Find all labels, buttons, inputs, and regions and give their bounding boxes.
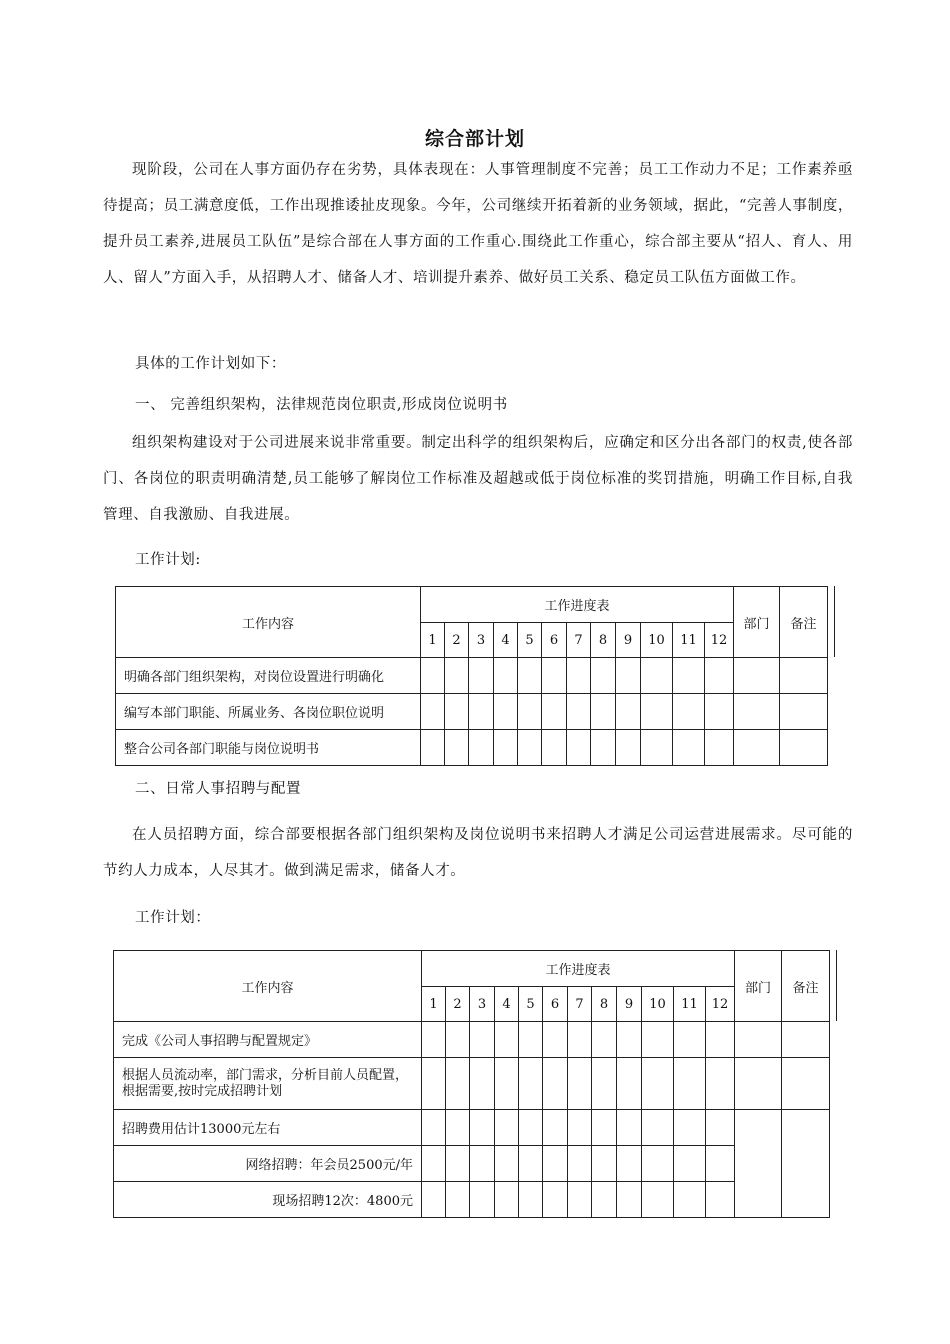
month-cell: 9 (616, 623, 641, 658)
month-cell: 6 (543, 987, 568, 1022)
row-content: 整合公司各部门职能与岗位说明书 (116, 730, 421, 766)
month-cell: 10 (642, 987, 674, 1022)
month-cell: 3 (469, 623, 494, 658)
month-cell: 5 (519, 987, 543, 1022)
table1-outer-edge (834, 586, 835, 657)
row-content: 网络招聘：年会员2500元/年 (114, 1146, 422, 1182)
table-row (114, 1146, 830, 1182)
month-cell: 9 (617, 987, 642, 1022)
work-plan-table-2 (113, 950, 830, 1218)
section1-body: 组织架构建设对于公司进展来说非常重要。制定出科学的组织架构后，应确定和区分出各部门的权责,使各部门、各岗位的职责明确清楚,员工能够了解岗位工作标准及超越或低于岗位标准的奖罚措施，明确工作目标,自我管理、自我激励、自我进展。 (103, 435, 853, 523)
header-note: 备注 (780, 587, 828, 658)
table-row (114, 1058, 830, 1110)
section1-heading: 一、 完善组织架构，法律规范岗位职责,形成岗位说明书 (135, 397, 508, 413)
header-work-content: 工作内容 (116, 587, 421, 658)
header-note: 备注 (782, 951, 830, 1022)
dept-merged-cell (735, 1110, 782, 1218)
row-content: 根据人员流动率，部门需求，分析目前人员配置，根据需要,按时完成招聘计划 (114, 1058, 422, 1110)
month-cell: 8 (591, 623, 616, 658)
row-content: 招聘费用估计13000元左右 (114, 1110, 422, 1146)
section1-paragraph (103, 425, 853, 533)
header-department: 部门 (735, 951, 782, 1022)
header-progress: 工作进度表 (422, 951, 735, 987)
month-cell: 7 (567, 623, 591, 658)
table-row (116, 730, 828, 766)
table-row (116, 658, 828, 694)
month-cell: 10 (641, 623, 673, 658)
table2-outer-edge (836, 950, 837, 1021)
table-row (116, 694, 828, 730)
intro-text: 现阶段，公司在人事方面仍存在劣势，具体表现在：人事管理制度不完善；员工工作动力不足；工作素养亟待提高；员工满意度低，工作出现推诿扯皮现象。今年，公司继续开拓着新的业务领域，据此，“完善人事制度，提升员工素养,进展员工队伍”是综合部在人事方面的工作重心.围绕此工作重心，综合部主要从“招人、育人、用人、留人”方面入手，从招聘人才、储备人才、培训提升素养、做好员工关系、稳定员工队伍方面做工作。 (103, 162, 853, 286)
table-row (114, 1110, 830, 1146)
month-cell: 4 (495, 987, 519, 1022)
month-cell: 11 (674, 987, 706, 1022)
plan-intro: 具体的工作计划如下： (135, 356, 286, 372)
section2-paragraph (103, 817, 853, 889)
work-plan-table-1 (115, 586, 828, 766)
header-work-content: 工作内容 (114, 951, 422, 1022)
month-cell: 8 (592, 987, 617, 1022)
month-cell: 3 (470, 987, 495, 1022)
row-content: 编写本部门职能、所属业务、各岗位职位说明 (116, 694, 421, 730)
month-cell: 4 (494, 623, 518, 658)
month-cell: 2 (446, 987, 470, 1022)
month-cell: 2 (445, 623, 469, 658)
month-cell: 11 (673, 623, 705, 658)
section1-plan-label: 工作计划: (135, 552, 201, 568)
note-merged-cell (782, 1110, 830, 1218)
row-content: 现场招聘12次：4800元 (114, 1182, 422, 1218)
row-content: 完成《公司人事招聘与配置规定》 (114, 1022, 422, 1058)
table-row (114, 1182, 830, 1218)
month-cell: 12 (706, 987, 735, 1022)
month-cell: 12 (705, 623, 734, 658)
month-cell: 1 (421, 623, 445, 658)
month-cell: 6 (542, 623, 567, 658)
month-cell: 1 (422, 987, 446, 1022)
intro-paragraph (103, 152, 853, 296)
month-cell: 7 (568, 987, 592, 1022)
document-title: 综合部计划 (424, 128, 525, 150)
row-content: 明确各部门组织架构，对岗位设置进行明确化 (116, 658, 421, 694)
header-department: 部门 (734, 587, 780, 658)
table-row (114, 1022, 830, 1058)
month-cell: 5 (518, 623, 542, 658)
section2-heading: 二、日常人事招聘与配置 (135, 781, 302, 797)
section2-body: 在人员招聘方面，综合部要根据各部门组织架构及岗位说明书来招聘人才满足公司运营进展需求。尽可能的节约人力成本，人尽其才。做到满足需求，储备人才。 (103, 827, 853, 879)
header-progress: 工作进度表 (421, 587, 734, 623)
section2-plan-label: 工作计划： (135, 910, 211, 926)
